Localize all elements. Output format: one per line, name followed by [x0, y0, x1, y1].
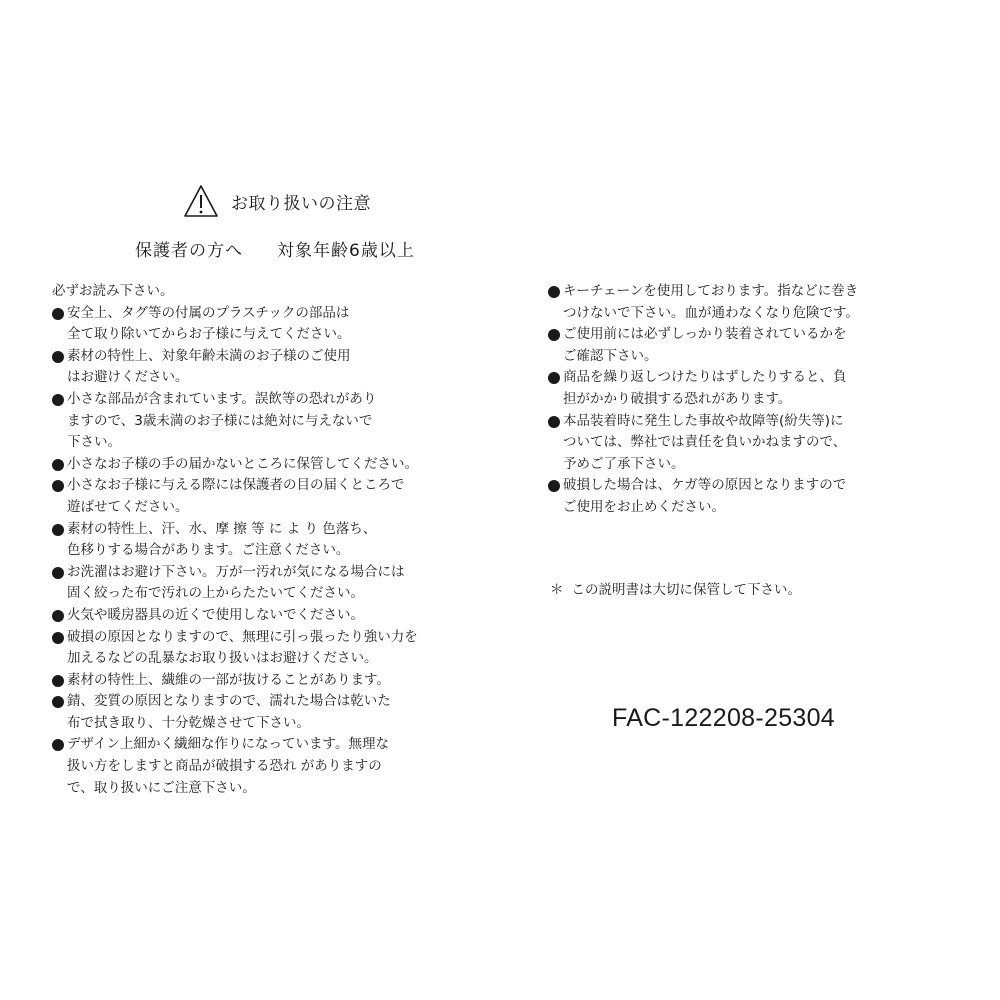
- keep-manual-note: [550, 578, 801, 598]
- instruction-line: 色移りする場合があります。ご注意ください。: [67, 542, 350, 559]
- bullet-icon: [52, 610, 64, 622]
- instruction-line: 小さなお子様に与える際には保護者の目の届くところで: [67, 477, 405, 494]
- intro-text: 必ずお読み下さい。: [52, 283, 174, 299]
- bullet-icon: [52, 394, 64, 406]
- bullet-icon: [52, 459, 64, 471]
- bullet-icon: [548, 416, 560, 428]
- age-notice: 対象年齢6歳以上: [277, 241, 415, 261]
- instruction-line: 予めご了承下さい。: [563, 455, 685, 472]
- instruction-item: [52, 734, 418, 799]
- instruction-item: [52, 691, 418, 734]
- instruction-item: [548, 475, 859, 518]
- left-instructions: [52, 281, 418, 799]
- instruction-line: 素材の特性上、汗、水、摩 擦 等 に よ り 色落ち、: [67, 520, 377, 537]
- instruction-line: 扱い方をしますと商品が破損する恐れ がありますの: [67, 758, 382, 775]
- bullet-icon: [52, 308, 64, 320]
- bullet-icon: [52, 480, 64, 492]
- instruction-line: お洗濯はお避け下さい。万が一汚れが気になる場合には: [67, 563, 405, 580]
- caution-title-row: [183, 181, 371, 221]
- bullet-icon: [548, 329, 560, 341]
- instruction-item: [548, 281, 859, 324]
- note-marker: ＊: [550, 582, 564, 598]
- instruction-item: [52, 627, 418, 670]
- bullet-icon: [548, 286, 560, 298]
- bullet-icon: [52, 567, 64, 579]
- right-instructions: [548, 281, 859, 519]
- page-title: お取り扱いの注意: [231, 193, 371, 214]
- instruction-item: [52, 562, 418, 605]
- instruction-line: 布で拭き取り、十分乾燥させて下さい。: [67, 714, 310, 731]
- instruction-line: ついては、弊社では責任を負いかねますので、: [563, 434, 847, 451]
- instruction-line: 固く絞った布で汚れの上からたたいてください。: [67, 585, 364, 602]
- note-text: この説明書は大切に保管して下さい。: [571, 582, 801, 598]
- bullet-icon: [52, 524, 64, 536]
- instruction-line: で、取り扱いにご注意下さい。: [67, 779, 256, 796]
- instruction-line: 小さな部品が含まれています。誤飲等の恐れがあり: [67, 390, 377, 407]
- bullet-icon: [52, 739, 64, 751]
- instruction-item: [52, 303, 418, 346]
- instruction-line: 破損した場合は、ケガ等の原因となりますので: [563, 477, 847, 494]
- instruction-line: デザイン上細かく繊細な作りになっています。無理な: [67, 736, 389, 753]
- bullet-icon: [548, 480, 560, 492]
- instruction-line: 火気や暖房器具の近くで使用しないでください。: [67, 606, 364, 623]
- instruction-line: つけないで下さい。血が通わなくなり危険です。: [563, 304, 859, 321]
- instruction-line: ご使用をお止めください。: [563, 498, 725, 515]
- instruction-line: ご使用前には必ずしっかり装着されているかを: [563, 326, 847, 343]
- instruction-item: [52, 475, 418, 518]
- bullet-icon: [548, 372, 560, 384]
- instruction-line: 素材の特性上、繊維の一部が抜けることがあります。: [67, 671, 390, 688]
- instruction-line: 破損の原因となりますので、無理に引っ張ったり強い力を: [67, 628, 418, 645]
- instruction-line: 担がかかり破損する恐れがあります。: [563, 390, 792, 407]
- instruction-line: ご確認下さい。: [563, 347, 658, 364]
- bullet-icon: [52, 351, 64, 363]
- instruction-item: [548, 411, 859, 476]
- instruction-line: 商品を繰り返しつけたりはずしたりすると、負: [563, 369, 847, 386]
- bullet-icon: [52, 675, 64, 687]
- instruction-line: 遊ばせてください。: [67, 498, 189, 515]
- warning-triangle-icon: [183, 184, 219, 218]
- instruction-item: [52, 605, 418, 627]
- instruction-line: はお避けください。: [67, 369, 189, 386]
- bullet-icon: [52, 632, 64, 644]
- instruction-line: 錆、変質の原因となりますので、濡れた場合は乾いた: [67, 693, 391, 710]
- instruction-item: [52, 670, 418, 692]
- instruction-item: [52, 454, 418, 476]
- instruction-item: [548, 324, 859, 367]
- instruction-line: 素材の特性上、対象年齢未満のお子様のご使用: [67, 347, 351, 364]
- instruction-line: 小さなお子様の手の届かないところに保管してください。: [67, 455, 418, 472]
- age-subtitle: [135, 236, 415, 261]
- instruction-item: [52, 389, 418, 454]
- instruction-line: ますので、3歳未満のお子様には絶対に与えないで: [67, 412, 373, 429]
- instruction-item: [52, 519, 418, 562]
- instruction-item: [548, 367, 859, 410]
- instruction-line: 加えるなどの乱暴なお取り扱いはお避けください。: [67, 650, 378, 667]
- product-code: FAC-122208-25304: [612, 704, 836, 732]
- instruction-item: [52, 346, 418, 389]
- instruction-line: 全て取り除いてからお子様に与えてください。: [67, 326, 351, 343]
- audience-label: 保護者の方へ: [135, 241, 243, 261]
- bullet-icon: [52, 696, 64, 708]
- instruction-line: キーチェーンを使用しております。指などに巻き: [563, 283, 859, 299]
- instruction-line: 下さい。: [67, 434, 121, 451]
- instruction-line: 安全上、タグ等の付属のプラスチックの部品は: [67, 304, 350, 321]
- instruction-line: 本品装着時に発生した事故や故障等(紛失等)に: [563, 412, 844, 429]
